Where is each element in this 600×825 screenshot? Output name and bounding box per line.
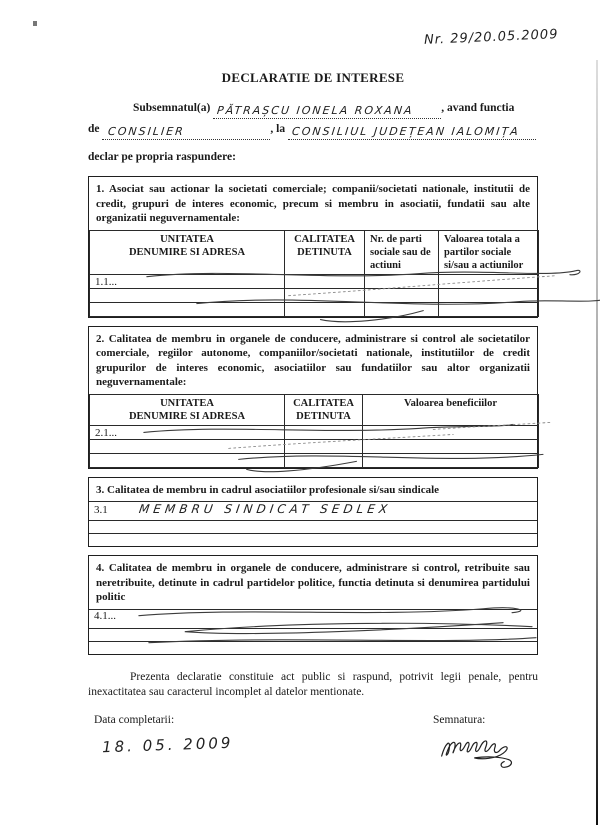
subsemnatul-label: Subsemnatul(a) [133,102,211,114]
row-label-2-1: 2.1... [90,425,285,439]
table-row [90,425,539,439]
section-4-heading: 4. Calitatea de membru in organele de conducere, administrare si control, retribuite sau neretribuite, detinute in cadrul partidelor politice, functia detinuta si denumirea partidului politic [96,562,530,603]
empty-row [89,533,537,546]
section-3-heading: 3. Calitatea de membru in cadrul asociatiilor profesionale si/sau sindicale [96,483,440,496]
table-row [90,288,539,302]
section-1-table [89,230,539,317]
section-1-heading: 1. Asociat sau actionar la societati comerciale; companii/societati nationale, institutii de credit, grupuri de interes economic, precum si membru in asociatii, fundatii sau alte organizatii neguvernamentale: [96,183,530,224]
section-4-box [88,555,538,655]
section-3-box [88,477,538,548]
row-4-1 [89,609,537,628]
de-label: de [88,123,100,135]
after-name-label: , avand functia [441,102,515,114]
institution-handwritten: CONSILIUL JUDEȚEAN IALOMIȚA [291,125,521,138]
empty-row [89,628,537,641]
row-label-1-1: 1.1... [90,274,285,288]
function-handwritten: CONSILIER [107,125,186,138]
la-label: , la [270,123,286,135]
document-content [88,70,538,775]
section-1-box [88,176,538,318]
empty-row [89,520,537,533]
scan-speck-artifact [33,21,37,26]
function-field [102,125,270,140]
row-label-3-1: 3.1 [94,504,108,516]
document-title: DECLARATIE DE INTERESE [221,70,405,85]
table-row [90,274,539,288]
institution-field [288,125,536,140]
date-handwritten: 18. 05. 2009 [101,733,234,756]
table-row [90,302,539,316]
date-label: Data completarii: [94,713,175,726]
section-2-heading: 2. Calitatea de membru in organele de conducere, administrare si control ale societatilor comerciale, regiilor autonome, companiilor/societati nationale, institutiilor de credit grupurilor de interes economic, asociatiilor sau fundatiilor sau altor organizatii neguvernamentale: [96,332,530,388]
ref-number-handwritten: Nr. 29/20.05.2009 [423,27,559,48]
date-block [88,714,233,775]
empty-row [89,641,537,654]
col-unitatea: UNITATEA DENUMIRE SI ADRESA [90,230,285,274]
col-calitatea: CALITATEA DETINUTA [285,230,365,274]
col-unitatea: UNITATEA DENUMIRE SI ADRESA [90,394,285,425]
footer [88,714,538,775]
signature-scribble [433,728,525,770]
scan-edge-artifact [596,60,598,825]
section-2-table [89,394,539,468]
col-valoarea-totala: Valoarea totala a partilor sociale si/sau a actiunilor [439,230,539,274]
row-3-1 [89,501,537,520]
name-field [213,104,441,119]
table-header-row [90,230,539,274]
intro-paragraph [88,98,538,168]
col-valoarea-beneficiilor: Valoarea beneficiilor [363,394,539,425]
row-label-4-1: 4.1... [94,609,116,622]
signature-label: Semnatura: [433,713,486,726]
col-calitatea: CALITATEA DETINUTA [285,394,363,425]
closing-paragraph: Prezenta declaratie constituie act public si raspund, potrivit legii penale, pentru inexactitatea sau caracterul incomplet al datelor mentionate. [88,670,538,698]
table-row [90,453,539,467]
table-header-row [90,394,539,425]
row-3-1-value-handwritten: MEMBRU SINDICAT SEDLEX [137,502,392,516]
section-2-box [88,326,538,469]
table-row [90,439,539,453]
col-nr-parti: Nr. de parti sociale sau de actiuni [365,230,439,274]
signature-block [433,714,538,775]
declare-line: declar pe propria raspundere: [88,151,236,163]
declarant-name-handwritten: PĂTRAȘCU IONELA ROXANA [216,104,415,117]
